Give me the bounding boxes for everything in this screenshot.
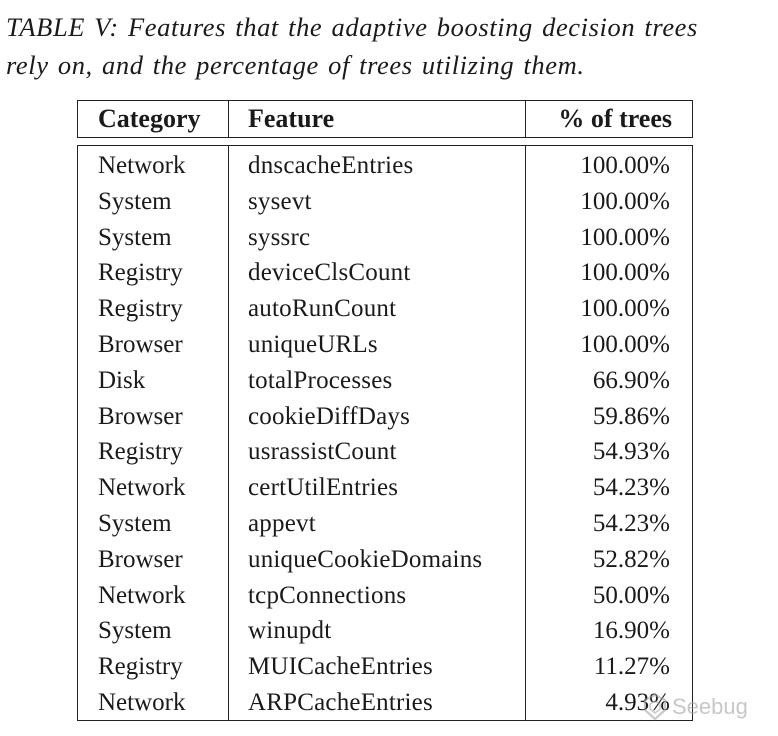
table-row	[78, 399, 692, 435]
table-row	[78, 148, 692, 184]
table-row	[78, 649, 692, 685]
cell-percent: 16.90%	[592, 617, 670, 645]
cell-percent: 54.23%	[592, 510, 670, 537]
cell-feature: ARPCacheEntries	[248, 689, 433, 716]
table-row	[78, 363, 692, 399]
table-row	[78, 578, 692, 614]
cell-feature: usrassistCount	[248, 438, 397, 466]
cell-category: Network	[98, 474, 186, 502]
cell-feature: MUICacheEntries	[248, 653, 433, 681]
cell-feature: certUtilEntries	[248, 474, 399, 502]
cell-percent: 100.00%	[580, 223, 670, 251]
cell-category: Browser	[98, 402, 183, 430]
seebug-logo-icon	[640, 692, 670, 722]
watermark-text: Seebug	[672, 694, 748, 719]
cell-feature: appevt	[248, 510, 316, 537]
table-row	[78, 184, 692, 220]
cell-feature: tcpConnections	[248, 581, 407, 609]
table-row	[78, 255, 692, 291]
cell-category: System	[98, 617, 172, 645]
table-row	[78, 434, 692, 470]
cell-feature: cookieDiffDays	[248, 402, 411, 430]
cell-category: Disk	[98, 366, 146, 394]
cell-category: Network	[98, 581, 186, 609]
cell-category: Browser	[98, 545, 183, 573]
cell-category: Registry	[98, 653, 183, 681]
cell-feature: uniqueCookieDomains	[248, 545, 483, 573]
table-caption	[6, 8, 772, 84]
cell-category: System	[98, 187, 172, 215]
header-category: Category	[98, 104, 201, 133]
cell-percent: 66.90%	[592, 366, 670, 394]
cell-feature: autoRunCount	[248, 295, 397, 323]
header-divider-2	[525, 101, 526, 137]
table-row	[78, 327, 692, 363]
cell-category: Registry	[98, 259, 183, 287]
caption-line-2: rely on, and the percentage of trees utilizing them.	[6, 50, 585, 80]
header-divider-1	[228, 101, 229, 137]
table-row	[78, 506, 692, 542]
cell-category: Registry	[98, 295, 183, 323]
table-row	[78, 291, 692, 327]
table-row	[78, 685, 692, 721]
cell-percent: 11.27%	[593, 653, 670, 681]
table-row	[78, 220, 692, 256]
cell-percent: 100.00%	[580, 187, 670, 215]
cell-percent: 59.86%	[592, 402, 670, 430]
cell-category: Network	[98, 689, 186, 716]
cell-percent: 4.93%	[605, 689, 670, 716]
cell-category: Network	[98, 152, 186, 179]
table-row	[78, 613, 692, 649]
cell-feature: uniqueURLs	[248, 331, 378, 358]
cell-feature: sysevt	[248, 187, 312, 215]
table-row	[78, 470, 692, 506]
cell-category: System	[98, 510, 172, 537]
header-feature: Feature	[248, 104, 335, 133]
table-body	[77, 145, 693, 721]
header-percent-trees: % of trees	[558, 104, 672, 133]
cell-feature: totalProcesses	[248, 366, 393, 394]
cell-feature: deviceClsCount	[248, 259, 411, 287]
cell-percent: 52.82%	[592, 545, 670, 573]
cell-percent: 100.00%	[580, 259, 670, 287]
cell-percent: 54.23%	[592, 474, 670, 502]
cell-percent: 54.93%	[592, 438, 670, 466]
cell-feature: syssrc	[248, 223, 311, 251]
cell-percent: 50.00%	[592, 581, 670, 609]
cell-feature: winupdt	[248, 617, 332, 645]
cell-category: Registry	[98, 438, 183, 466]
cell-percent: 100.00%	[580, 295, 670, 323]
cell-feature: dnscacheEntries	[248, 152, 414, 179]
cell-category: System	[98, 223, 172, 251]
table-header-row	[77, 100, 693, 138]
cell-percent: 100.00%	[580, 152, 670, 179]
table-row	[78, 542, 692, 578]
caption-line-1: TABLE V: Features that the adaptive boosting decision trees	[6, 12, 698, 42]
cell-percent: 100.00%	[580, 331, 670, 358]
cell-category: Browser	[98, 331, 183, 358]
